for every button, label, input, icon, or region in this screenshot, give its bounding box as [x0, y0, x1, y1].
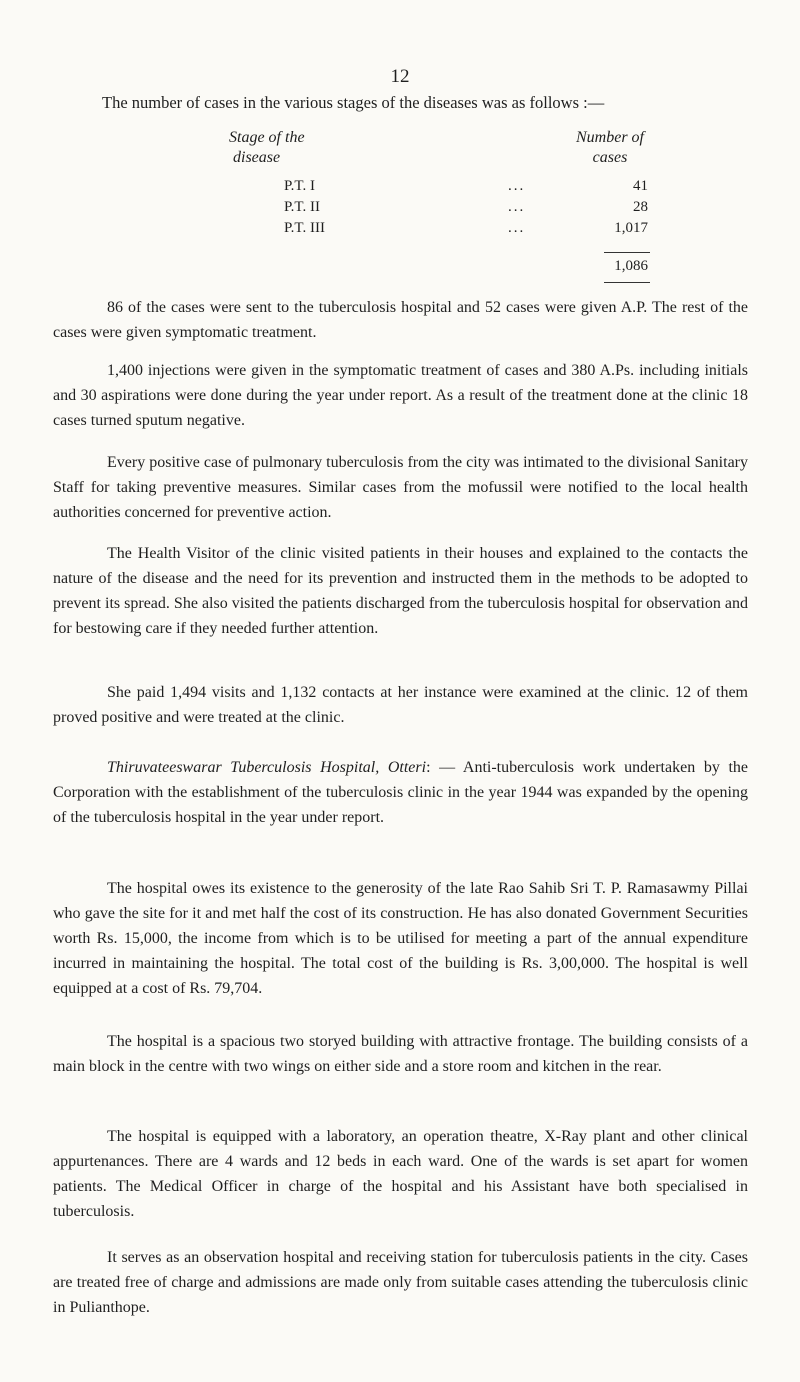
table-row [0, 178, 800, 198]
stage-cell: P.T. I [284, 178, 315, 194]
paragraph [53, 541, 748, 641]
paragraph [53, 680, 748, 730]
paragraph [53, 876, 748, 1001]
stage-header-line-1: Stage of the [229, 129, 305, 146]
paragraph [53, 1245, 748, 1320]
count-cell: 28 [633, 199, 648, 215]
hospital-heading: Thiruvateeswarar Tuberculosis Hospital, Otteri [107, 759, 427, 776]
intro-line: The number of cases in the various stages of the diseases was as follows :— [102, 93, 605, 112]
paragraph-text: The hospital is a spacious two storyed building with attractive frontage. The building consists of a main block in the centre with two wings on either side and a store room and kitchen in the rear. [53, 1033, 748, 1075]
leader-dots: ... [508, 220, 526, 236]
leader-dots: ... [508, 178, 526, 194]
paragraph-text: She paid 1,494 visits and 1,132 contacts at her instance were examined at the clinic. 12 of them proved positive and were treated at the clinic. [53, 684, 748, 726]
paragraph-text: 86 of the cases were sent to the tuberculosis hospital and 52 cases were given A.P. The rest of the cases were given symptomatic treatment. [53, 299, 748, 341]
stage-cell: P.T. II [284, 199, 320, 215]
table-row [0, 199, 800, 219]
paragraph-text: It serves as an observation hospital and receiving station for tuberculosis patients in the city. Cases are treated free of charge and admissions are made only from suitable cases attending the tuberculosis clinic in Pulianthope. [53, 1249, 748, 1316]
total-rule-top [604, 252, 650, 253]
paragraph-text: : — Anti-tuberculosis work undertaken by the Corporation with the establishment of the tuberculosis clinic in the year 1944 was expanded by the opening of the tuberculosis hospital in the year under report. [53, 759, 748, 826]
paragraph-text: The hospital owes its existence to the generosity of the late Rao Sahib Sri T. P. Ramasawmy Pillai who gave the site for it and met half the cost of its construction. He has also donated Government Securities worth Rs. 15,000, the income from which is to be utilised for meeting a part of the annual expenditure incurred in maintaining the hospital. The total cost of the building is Rs. 3,00,000. The hospital is well equipped at a cost of Rs. 79,704. [53, 880, 748, 997]
paragraph [53, 450, 748, 525]
paragraph [53, 1124, 748, 1224]
total-cell: 1,086 [614, 258, 648, 274]
count-header-line-2: cases [592, 149, 628, 166]
paragraph [53, 295, 748, 345]
count-column-header [555, 128, 665, 168]
paragraph-text: 1,400 injections were given in the symptomatic treatment of cases and 380 A.Ps. including initials and 30 aspirations were done during the year under report. As a result of the treatment done at the clinic 18 cases turned sputum negative. [53, 362, 748, 429]
table-row [0, 220, 800, 240]
count-cell: 1,017 [614, 220, 648, 236]
paragraph-text: The hospital is equipped with a laboratory, an operation theatre, X-Ray plant and other clinical appurtenances. There are 4 wards and 12 beds in each ward. One of the wards is set apart for women patients. The Medical Officer in charge of the hospital and his Assistant have both specialised in tuberculosis. [53, 1128, 748, 1220]
paragraph [53, 1029, 748, 1079]
count-cell: 41 [633, 178, 648, 194]
total-rule-bottom [604, 282, 650, 283]
stage-cell: P.T. III [284, 220, 325, 236]
leader-dots: ... [508, 199, 526, 215]
page-number: 12 [390, 66, 410, 87]
stage-column-header [229, 128, 305, 168]
stage-header-line-2: disease [233, 149, 281, 166]
paragraph-text: Every positive case of pulmonary tuberculosis from the city was intimated to the divisional Sanitary Staff for taking preventive measures. Similar cases from the mofussil were notified to the local health authorities concerned for preventive action. [53, 454, 748, 521]
paragraph-text: The Health Visitor of the clinic visited patients in their houses and explained to the contacts the nature of the disease and the need for its prevention and instructed them in the methods to be adopted to prevent its spread. She also visited the patients discharged from the tuberculosis hospital for observation and for bestowing care if they needed further attention. [53, 545, 748, 637]
paragraph [53, 755, 748, 830]
count-header-line-1: Number of [576, 129, 644, 146]
paragraph [53, 358, 748, 433]
